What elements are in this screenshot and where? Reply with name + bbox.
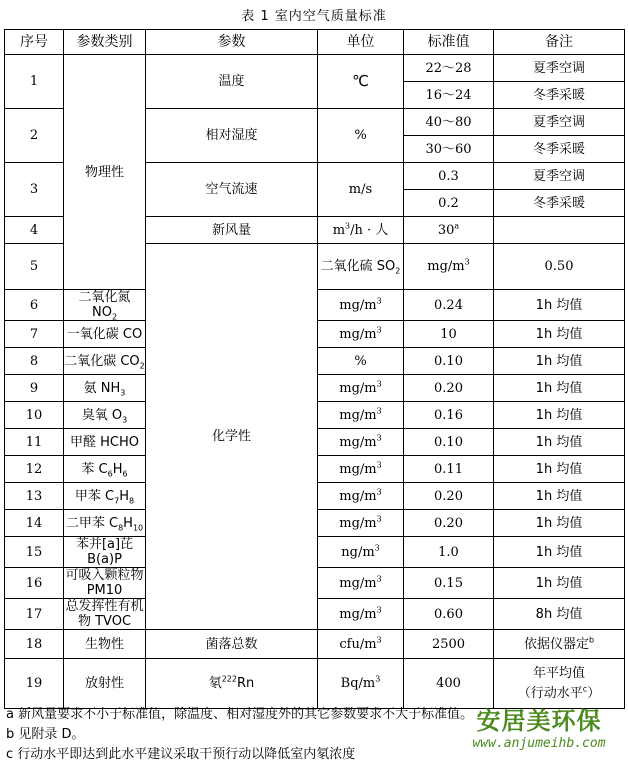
unit-cell: ℃ [318,55,404,109]
note-cell: 1h 均值 [494,290,625,321]
param-cell: 新风量 [146,217,318,244]
row-index: 12 [5,456,64,483]
air-quality-table [4,29,625,709]
watermark-brand: 安居美环保 [476,707,602,735]
value-cell: 0.16 [404,402,494,429]
param-cell: 甲醛 HCHO [64,429,146,456]
unit-cell: $mg/m^3$ [318,321,404,348]
category-biological: 生物性 [64,630,146,659]
note-cell: 1h 均值 [494,375,625,402]
unit-cell: cfu/$m^3$ [318,630,404,659]
value-cell: 16～24 [404,82,494,109]
unit-cell: $mg/m^3$ [318,599,404,630]
value-cell: 0.15 [404,568,494,599]
unit-cell: m/s [318,163,404,217]
row-index: 13 [5,483,64,510]
row-index: 4 [5,217,64,244]
param-cell: 可吸入颗粒物 PM10 [65,568,144,598]
value-cell: 0.24 [404,290,494,321]
param-cell: 总发挥性有机物 TVOC [65,599,144,629]
table-header-row [5,30,625,55]
unit-cell: % [318,109,404,163]
table-caption: 表 1 室内空气质量标准 [241,9,387,24]
row-index: 18 [5,630,64,659]
note-cell: 1h 均值 [494,510,625,537]
value-cell: 30～60 [404,136,494,163]
note-cell: 依据仪器定$^b$ [494,630,625,659]
header-value: 标准值 [404,30,494,55]
watermark-url: www.anjumeihb.com [472,736,606,751]
param-cell: 相对湿度 [146,109,318,163]
unit-cell: $ng/m^3$ [318,537,404,568]
value-cell: 0.20 [404,483,494,510]
value-cell: 22～28 [404,55,494,82]
note-cell: 1h 均值 [494,402,625,429]
value-cell: 0.20 [404,510,494,537]
unit-cell: $mg/m^3$ [318,290,404,321]
category-radioactive: 放射性 [64,659,146,709]
unit-cell: $m^3/h$ · 人 [318,217,404,244]
param-cell: 氡$^{222}$Rn [146,659,318,709]
param-cell: 氨 $NH_3$ [64,375,146,402]
value-cell: 0.60 [404,599,494,630]
unit-cell: $mg/m^3$ [404,244,494,290]
row-index: 17 [5,599,64,630]
note-cell: 夏季空调 [494,109,625,136]
value-cell: 40～80 [404,109,494,136]
table-row [5,55,625,82]
row-index: 9 [5,375,64,402]
note-cell: 1h 均值 [494,483,625,510]
note-cell: 冬季采暖 [494,190,625,217]
unit-cell: $mg/m^3$ [318,568,404,599]
note-cell [494,217,625,244]
note-cell: 夏季空调 [494,55,625,82]
note-cell: 1h 均值 [494,456,625,483]
param-cell: 菌落总数 [146,630,318,659]
row-index: 2 [5,109,64,163]
header-category: 参数类别 [64,30,146,55]
table-row [5,659,625,709]
note-cell: 1h 均值 [494,537,625,568]
category-chemical: 化学性 [146,244,318,630]
value-cell: 0.10 [404,348,494,375]
value-cell: 1.0 [404,537,494,568]
unit-cell: $mg/m^3$ [318,483,404,510]
param-cell: 苯 $C_6H_6$ [64,456,146,483]
value-cell: 0.2 [404,190,494,217]
note-cell: 8h 均值 [494,599,625,630]
header-index: 序号 [5,30,64,55]
footnote-a: a 新风量要求不小于标准值，除温度、相对湿度外的其它参数要求不大于标准值。 [6,707,474,722]
row-index: 5 [5,244,64,290]
row-index: 10 [5,402,64,429]
unit-cell: $mg/m^3$ [318,456,404,483]
unit-cell: $mg/m^3$ [318,429,404,456]
row-index: 19 [5,659,64,709]
row-index: 6 [5,290,64,321]
value-cell: 0.20 [404,375,494,402]
value-cell: 0.3 [404,163,494,190]
unit-cell: $mg/m^3$ [318,510,404,537]
note-cell [494,659,625,709]
param-cell: 二甲苯 $C_8H_{10}$ [64,510,146,537]
row-index: 1 [5,55,64,109]
value-cell: 0.11 [404,456,494,483]
value-cell: 0.10 [404,429,494,456]
row-index: 3 [5,163,64,217]
param-cell: 一氧化碳 CO [64,321,146,348]
table-row [5,630,625,659]
note-cell: 夏季空调 [494,163,625,190]
category-physical: 物理性 [64,55,146,290]
row-index: 7 [5,321,64,348]
value-cell: 400 [404,659,494,709]
param-cell: 二氧化硫 $SO_2$ [318,244,404,290]
row-index: 11 [5,429,64,456]
value-cell: 2500 [404,630,494,659]
param-cell: 臭氧 $O_3$ [64,402,146,429]
param-cell: 甲苯 $C_7H_8$ [64,483,146,510]
note-cell: 1h 均值 [494,568,625,599]
footnotes [6,705,622,765]
footnote-c: c 行动水平即达到此水平建议采取干预行动以降低室内氡浓度 [6,747,356,762]
unit-cell: $mg/m^3$ [318,375,404,402]
row-index: 14 [5,510,64,537]
note-cell: 1h 均值 [494,348,625,375]
header-unit: 单位 [318,30,404,55]
param-cell: 空气流速 [146,163,318,217]
footnote-b: b 见附录 D。 [6,727,85,742]
param-cell: 温度 [146,55,318,109]
value-cell: 10 [404,321,494,348]
header-note: 备注 [494,30,625,55]
value-cell: 30$^a$ [404,217,494,244]
unit-cell: $mg/m^3$ [318,402,404,429]
note-cell: 冬季采暖 [494,136,625,163]
note-line: 年平均值 [532,665,585,681]
unit-cell: $Bq/m^3$ [318,659,404,709]
header-param: 参数 [146,30,318,55]
note-cell: 1h 均值 [494,321,625,348]
row-index: 16 [5,568,64,599]
value-cell: 0.50 [494,244,625,290]
note-line: （行动水平$^c$） [517,684,601,701]
note-cell: 1h 均值 [494,429,625,456]
param-cell: 二氧化碳 $CO_2$ [64,348,146,375]
row-index: 8 [5,348,64,375]
param-cell: 苯并[a]芘 B(a)P [64,537,146,568]
row-index: 15 [5,537,64,568]
param-cell: 二氧化氮 $NO_2$ [64,290,146,321]
unit-cell: % [318,348,404,375]
note-cell: 冬季采暖 [494,82,625,109]
